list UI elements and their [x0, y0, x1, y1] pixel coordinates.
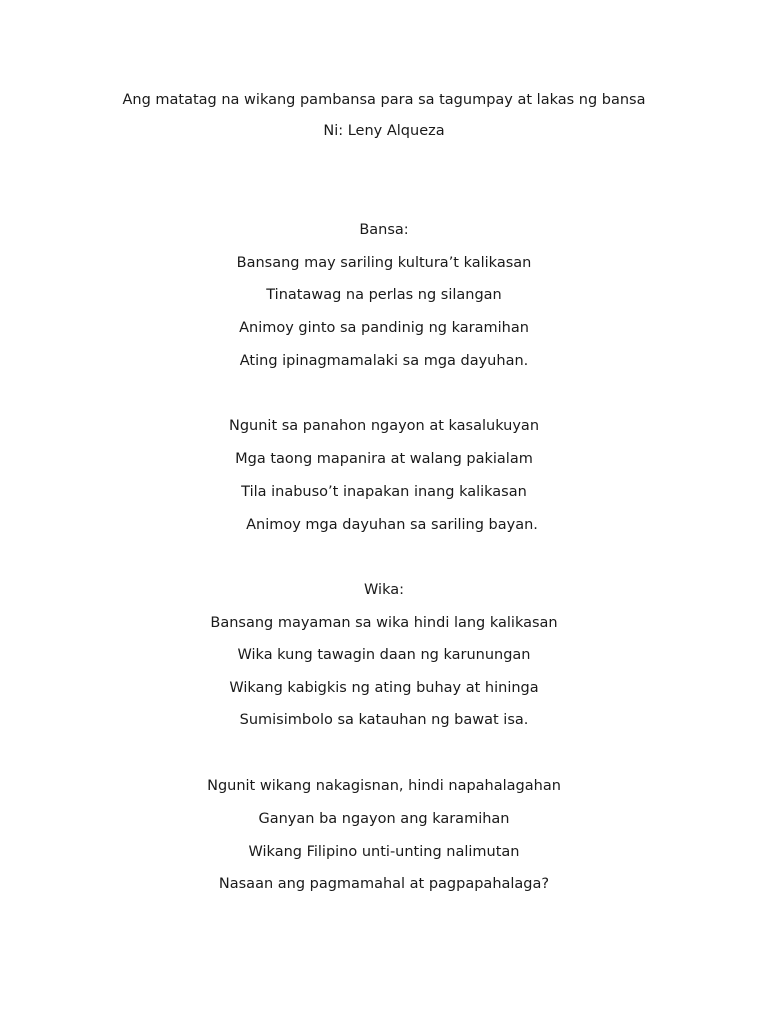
poem-line: Tila inabuso’t inapakan inang kalikasan: [241, 484, 527, 500]
stanza-heading-bansa: Bansa:: [359, 222, 409, 238]
poem-line: Animoy ginto sa pandinig ng karamihan: [239, 320, 529, 336]
poem-line: Ngunit wikang nakagisnan, hindi napahalagahan: [207, 778, 561, 794]
poem-line: Nasaan ang pagmamahal at pagpapahalaga?: [218, 876, 550, 892]
stanza-heading-wika: Wika:: [364, 582, 404, 598]
poem-line: Tinatawag na perlas ng silangan: [266, 287, 502, 303]
poem-title: Ang matatag na wikang pambansa para sa tagumpay at lakas ng bansa: [122, 92, 646, 108]
poem-line: Bansang may sariling kultura’t kalikasan: [236, 255, 532, 271]
poem-line: Wika kung tawagin daan ng karunungan: [237, 647, 531, 663]
poem-line: Mga taong mapanira at walang pakialam: [235, 451, 533, 467]
poem-line: Ngunit sa panahon ngayon at kasalukuyan: [228, 418, 540, 434]
poem-line: Wikang Filipino unti-unting nalimutan: [248, 844, 520, 860]
poem-line: Sumisimbolo sa katauhan ng bawat isa.: [239, 712, 529, 728]
poem-author: Ni: Leny Alqueza: [323, 123, 445, 139]
poem-line: Animoy mga dayuhan sa sariling bayan.: [246, 517, 538, 533]
poem-line: Bansang mayaman sa wika hindi lang kalikasan: [210, 615, 558, 631]
poem-line: Ganyan ba ngayon ang karamihan: [258, 811, 510, 827]
poem-line: Ating ipinagmamalaki sa mga dayuhan.: [239, 353, 529, 369]
poem-line: Wikang kabigkis ng ating buhay at hininga: [229, 680, 539, 696]
